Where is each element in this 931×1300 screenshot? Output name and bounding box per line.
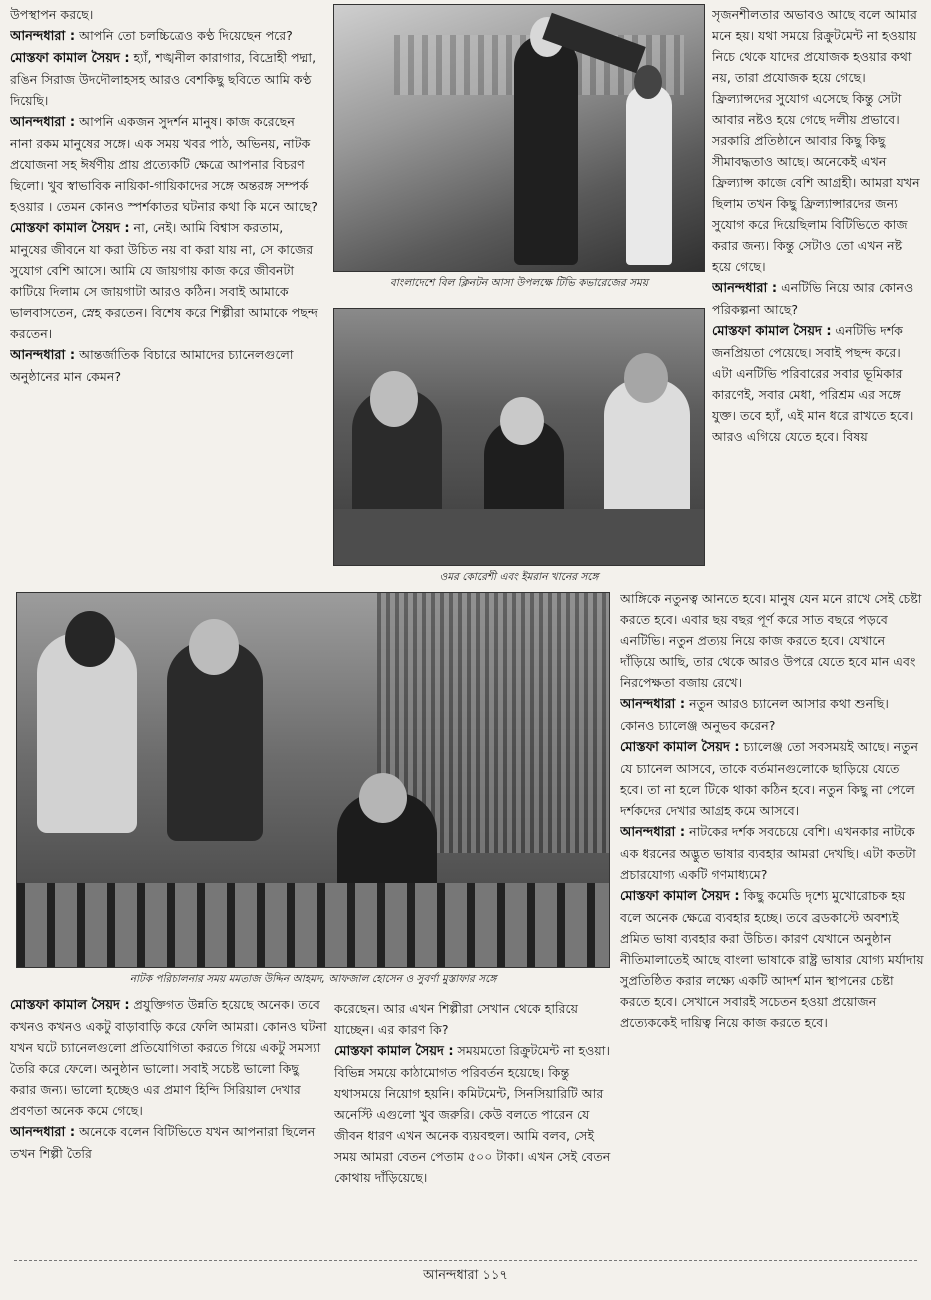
paragraph-text: উপস্থাপন করছে। (10, 7, 94, 22)
interview-question (10, 344, 320, 387)
paragraph-text: এনটিভি দর্শক জনপ্রিয়তা পেয়েছে। সবাই পছন্দ করে। এটা এনটিভি পরিবারের সবার ভূমিকার কারণেই, সবার মেধা, পরিশ্রম এর সঙ্গে যুক্ত। তবে হ্যাঁ, এই মান ধরে রাখতে হবে। আরও এগিয়ে যেতে হবে। বিষয় (712, 323, 914, 444)
speaker-name: মোস্তফা কামাল সৈয়দ : (334, 1044, 454, 1059)
paragraph-text: অনেকে বলেন বিটিভিতে যখন আপনারা ছিলেন তখন শিল্পী তৈরি (10, 1124, 316, 1161)
interview-answer (10, 4, 320, 25)
paragraph-text: আপনি একজন সুদর্শন মানুষ। কাজ করেছেন নানা রকম মানুষের সঙ্গে। এক সময় খবর পাঠ, অভিনয়, নাটক প্রযোজনা সহ ঈর্ষণীয় প্রায় প্রত্যেকটি ক্ষেত্রে আপনার বিচরণ ছিলো। খুব স্বাভাবিক নায়িকা-গায়িকাদের সঙ্গে অন্তরঙ্গ সম্পর্ক হওয়ার । তেমন কোনও স্পর্শকাতর ঘটনার কথা কি মনে আছে? (10, 114, 318, 214)
speaker-name: মোস্তফা কামাল সৈয়দ : (10, 51, 130, 66)
paragraph-text: সৃজনশীলতার অভাবও আছে বলে আমার মনে হয়। যথা সময়ে রিক্রুটমেন্ট না হওয়ায় নিচে থেকে যাদের প্রযোজক হওয়ার কথা নয়, তারা প্রযোজক হয়ে গেছে। ফ্রিল্যান্সদের সুযোগ এসেছে কিন্তু সেটা আবার নষ্টও হয়ে গেছে দলীয় প্রভাবে। সরকারি প্রতিষ্ঠানে আবার কিছু কিছু সীমাবদ্ধতাও আছে। অনেকেই এখন ফ্রিল্যান্স কাজে বেশি আগ্রহী। আমরা যখন ছিলাম তখন কিছু ফ্রিল্যান্সারদের জন্য সুযোগ করে দিয়েছিলাম বিটিভিতে কাজ করার জন্য। কিন্তু সেটাও তো এখন নষ্ট হয়ে গেছে। (712, 7, 920, 274)
column-right-top (712, 4, 924, 588)
interview-answer (334, 1040, 614, 1188)
interview-answer (10, 217, 320, 344)
speaker-name: মোস্তফা কামাল সৈয়দ : (620, 889, 740, 904)
interview-answer (620, 736, 924, 821)
caption-photo-2: ওমর কোরেশী এবং ইমরান খানের সঙ্গে (439, 571, 599, 583)
column-right-bottom (620, 588, 924, 1256)
interview-answer (10, 994, 328, 1121)
column-bottom-left (10, 994, 328, 1256)
interview-question (620, 693, 924, 736)
speaker-name: আনন্দধারা : (10, 115, 76, 130)
caption-photo-3: নাটক পরিচালনার সময় মমতাজ উদ্দিন আহমদ, আফজাল হোসেন ও সুবর্ণা মুস্তাফার সঙ্গে (129, 973, 497, 985)
interview-question (10, 1121, 328, 1164)
paragraph-text: আন্তর্জাতিক বিচারে আমাদের চ্যানেলগুলো অনুষ্ঠানের মান কেমন? (10, 347, 294, 384)
photo-omar-imran (333, 308, 705, 566)
paragraph-text: না, নেই। আমি বিশ্বাস করতাম, মানুষের জীবনে যা করা উচিত নয় বা করা যায় না, সে কাজের সুযোগ বেশি আসে। আমি যে জায়গায় কাজ করে জীবনটা কাটিয়ে দিলাম সে জায়গাটা আরও কঠিন। সবাই আমাকে ভালবাসতেন, স্নেহ করতেন। বিশেষ করে শিল্পীরা আমাকে পছন্দ করতেন। (10, 220, 319, 341)
paragraph-text: হ্যাঁ, শঙ্খনীল কারাগার, বিদ্রোহী পদ্মা, রঙিন সিরাজ উদদৌলাহসহ আরও বেশকিছু ছবিতে আমি কণ্ঠ দিয়েছি। (10, 50, 317, 108)
interview-answer (620, 885, 924, 1033)
photo-drama-direction (16, 592, 610, 968)
paragraph-text: নাটকের দর্শক সবচেয়ে বেশি। এখনকার নাটকে এক ধরনের অদ্ভুত ভাষার ব্যবহার আমরা দেখছি। এটা কতটা প্রচারযোগ্য একটি গণমাধ্যমে? (620, 824, 916, 882)
footer-divider (14, 1260, 917, 1261)
paragraph-text: চ্যালেঞ্জ তো সবসময়ই আছে। নতুন যে চ্যানেল আসবে, তাকে বর্তমানগুলোকে ছাড়িয়ে যেতে হবে। তা না হলে টিকে থাকা কঠিন হবে। নতুন কিছু না পেলে দর্শকদের দেখার আগ্রহ কমে আসবে। (620, 739, 919, 818)
speaker-name: আনন্দধারা : (620, 697, 686, 712)
interview-answer (10, 47, 320, 111)
interview-answer (712, 320, 924, 447)
speaker-name: আনন্দধারা : (712, 281, 778, 296)
interview-answer (334, 998, 614, 1040)
interview-question (712, 277, 924, 320)
caption-photo-1: বাংলাদেশে বিল ক্লিনটন আসা উপলক্ষে টিভি কভারেজের সময় (389, 277, 649, 289)
speaker-name: আনন্দধারা : (10, 348, 76, 363)
page-footer: আনন্দধারা ১১৭ (423, 1268, 508, 1283)
speaker-name: আনন্দধারা : (10, 1125, 76, 1140)
speaker-name: মোস্তফা কামাল সৈয়দ : (620, 740, 740, 755)
photo-clinton-coverage (333, 4, 705, 272)
paragraph-text: নতুন আরও চ্যানেল আসার কথা শুনছি। কোনও চ্যালেঞ্জ অনুভব করেন? (620, 696, 889, 733)
interview-answer (712, 4, 924, 277)
column-bottom-middle (334, 998, 614, 1256)
paragraph-text: আঙ্গিকে নতুনত্ব আনতে হবে। মানুষ যেন মনে রাখে সেই চেষ্টা করতে হবে। এবার ছয় বছর পূর্ণ করে সাত বছরে পড়বে এনটিভি। নতুন প্রত্যয় নিয়ে কাজ করতে হবে। যেখানে দাঁড়িয়ে আছি, তার থেকে আরও উপরে যেতে হবে মান এবং নিরপেক্ষতা বজায় রেখে। (620, 591, 922, 690)
paragraph-text: সময়মতো রিক্রুটমেন্ট না হওয়া। বিভিন্ন সময়ে কাঠামোগত পরিবর্তন হয়েছে। কিন্তু যথাসময়ে নিয়োগ হয়নি। কমিটমেন্ট, সিনসিয়ারিটি আর অনেস্টি এগুলো খুব জরুরি। কেউ বলতে পারেন যে জীবন ধারণ এখন অনেক ব্যয়বহুল। আমি বলব, সেই সময় আমরা বেতন পেতাম ৫০০ টাকা। এখন সেই বেতন কোথায় দাঁড়িয়েছে। (334, 1043, 611, 1185)
paragraph-text: করেছেন। আর এখন শিল্পীরা সেখান থেকে হারিয়ে যাচ্ছেন। এর কারণ কি? (334, 1001, 579, 1037)
interview-question (10, 111, 320, 217)
speaker-name: আনন্দধারা : (620, 825, 686, 840)
interview-question (620, 821, 924, 885)
paragraph-text: এনটিভি নিয়ে আর কোনও পরিকল্পনা আছে? (712, 280, 914, 317)
column-left-top (10, 4, 320, 586)
speaker-name: মোস্তফা কামাল সৈয়দ : (712, 324, 832, 339)
interview-question (10, 25, 320, 47)
speaker-name: আনন্দধারা : (10, 29, 76, 44)
paragraph-text: কিছু কমেডি দৃশ্যে মুখোরোচক হয় বলে অনেক ক্ষেত্রে ব্যবহার হচ্ছে। তবে ব্রডকাস্টে অবশ্যই প্রমিত ভাষা ব্যবহার করা উচিত। কারণ যেখানে অনুষ্ঠান নীতিমালাতেই আছে বাংলা ভাষাকে রাষ্ট্র ভাষার যোগ্য মর্যাদায় সুপ্রতিষ্ঠিত করার লক্ষ্যে একটি আদর্শ মান স্থাপনের চেষ্টা করতে হবে। সেখানে সবারই সচেতন হওয়া প্রয়োজন প্রত্যেককেই দায়িত্ব নিয়ে কাজ করতে হবে। (620, 888, 924, 1030)
interview-answer (620, 588, 924, 693)
speaker-name: মোস্তফা কামাল সৈয়দ : (10, 998, 130, 1013)
speaker-name: মোস্তফা কামাল সৈয়দ : (10, 221, 130, 236)
paragraph-text: প্রযুক্তিগত উন্নতি হয়েছে অনেক। তবে কখনও কখনও একটু বাড়াবাড়ি করে ফেলি আমরা। কোনও ঘটনা যখন ঘটে চ্যানেলগুলো প্রতিযোগিতা করতে গিয়ে একটু সমস্যা তৈরি করে ফেলে। অনুষ্ঠান ভালো। সবাই সচেষ্ট ভালো কিছু করার জন্য। ভালো হচ্ছেও এর প্রমাণ হিন্দি সিরিয়াল দেখার প্রবণতা অনেক কমে গেছে। (10, 997, 327, 1118)
paragraph-text: আপনি তো চলচ্চিত্রেও কণ্ঠ দিয়েছেন পরে? (79, 28, 293, 43)
